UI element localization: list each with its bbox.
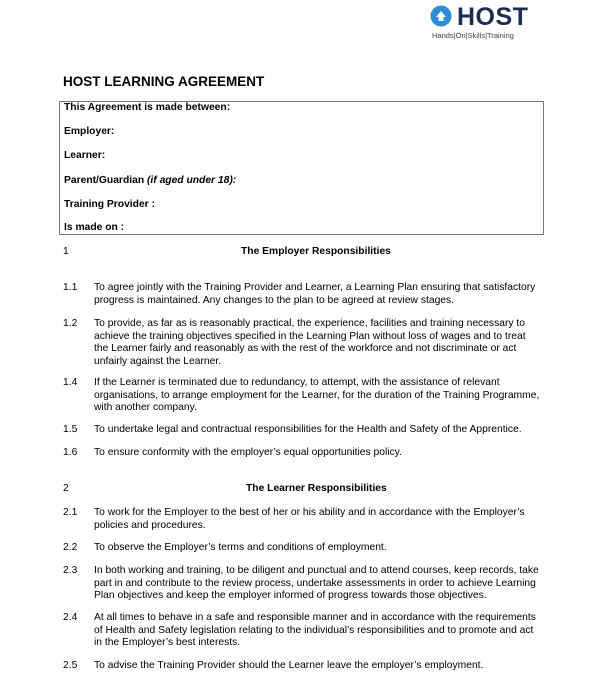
made-between-label: This Agreement is made between: [64, 102, 231, 113]
employer-field: Employer: [64, 126, 115, 137]
guardian-label: Parent/Guardian [64, 175, 145, 186]
clause-number: 1.5 [63, 424, 78, 435]
document-title: HOST LEARNING AGREEMENT [63, 74, 265, 89]
host-logo [430, 2, 560, 42]
learner-field: Learner: [64, 150, 106, 161]
clause-number: 1.1 [63, 282, 78, 293]
clause-number: 1.2 [63, 318, 78, 329]
made-on-field: Is made on : [64, 222, 125, 233]
clause-number: 2.3 [63, 565, 78, 576]
clause-text: To provide, as far as is reasonably practical, the experience, facilities and training necessary to achieve the training objectives specified in the Learning Plan without loss of wages and to treat the Learner fairly and reasonably as with the rest of the workforce and not discriminate or act unfairly against the Learner. [94, 318, 526, 367]
clause-number: 2.1 [63, 507, 78, 518]
clause-number: 2.5 [63, 660, 78, 671]
section-heading: The Learner Responsibilities [246, 483, 387, 494]
section-heading: The Employer Responsibilities [241, 246, 391, 257]
clause-text: To ensure conformity with the employer’s equal opportunities policy. [94, 447, 402, 458]
clause-text: To undertake legal and contractual responsibilities for the Health and Safety of the Apprentice. [94, 424, 522, 435]
clause-number: 1.6 [63, 447, 78, 458]
logo-wordmark: HOST [457, 3, 529, 31]
guardian-note: (if aged under 18): [146, 175, 237, 186]
clause-number: 2.4 [63, 612, 78, 623]
clause-text: If the Learner is terminated due to redundancy, to attempt, with the assistance of relevant organisations, to arrange employment for the Learner, for the duration of the Training Programme, with another company. [94, 377, 540, 414]
clause-number: 2.2 [63, 542, 78, 553]
host-logo-icon [430, 5, 452, 27]
clause-text: To observe the Employer’s terms and conditions of employment. [94, 542, 387, 553]
clause-text: At all times to behave in a safe and responsible manner and in accordance with the requirements of Health and Safety legislation relating to the individual’s responsibilities and to promote and act in the Employer’s best interests. [94, 612, 536, 649]
guardian-field [64, 175, 236, 186]
section-number: 1 [63, 246, 69, 257]
clause-text: In both working and training, to be diligent and punctual and to attend courses, keep records, take part in and contribute to the review process, undertake assessments in order to achieve Learning Plan objectives and keep the employer informed of progress towards those objectives. [94, 565, 539, 602]
clause-text: To advise the Training Provider should the Learner leave the employer’s employment. [94, 660, 484, 671]
logo-tagline: Hands|On|Skills|Training [432, 31, 514, 40]
agreement-parties-box [59, 101, 544, 235]
clause-number: 1.4 [63, 377, 78, 388]
training-provider-field: Training Provider : [64, 199, 155, 210]
clause-text: To agree jointly with the Training Provider and Learner, a Learning Plan ensuring that satisfactory progress is maintained. Any changes to the plan to be agreed at review stages. [94, 282, 536, 306]
clause-text: To work for the Employer to the best of her or his ability and in accordance with the Employer’s policies and procedures. [94, 507, 525, 531]
section-number: 2 [63, 483, 69, 494]
